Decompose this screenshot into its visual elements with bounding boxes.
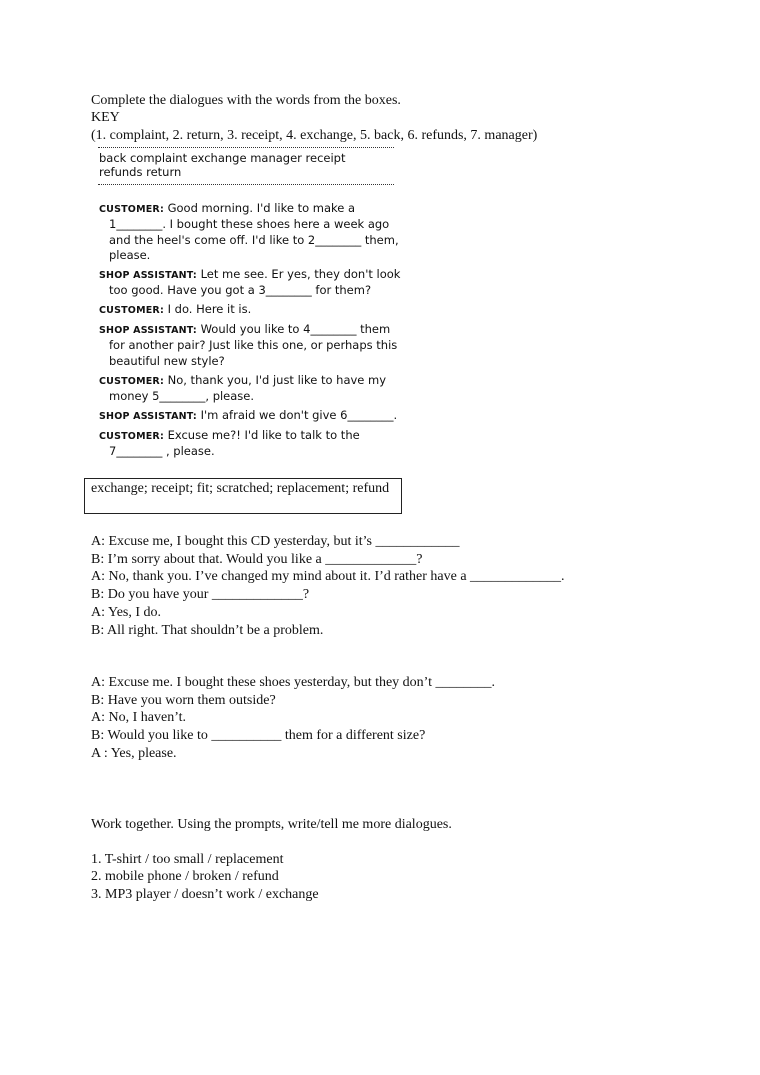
dialogue-line: too good. Have you got a 3________ for them?	[109, 283, 372, 297]
word-box-line-1: back complaint exchange manager receipt	[99, 151, 346, 165]
instruction-text: Complete the dialogues with the words from the boxes.	[91, 93, 401, 108]
dialogue-line: Excuse me?! I'd like to talk to the	[167, 428, 360, 442]
dialogue-turn	[99, 267, 400, 284]
dialogue-line: money 5________, please.	[109, 389, 255, 403]
dialogue-turn	[99, 201, 355, 218]
speaker-label: SHOP ASSISTANT:	[99, 325, 197, 336]
dialogue-2-line: A: Yes, I do.	[91, 605, 162, 620]
dialogue-line: for another pair? Just like this one, or perhaps this	[109, 338, 398, 352]
word-box-line-2: refunds return	[99, 165, 182, 179]
key-answers: (1. complaint, 2. return, 3. receipt, 4. exchange, 5. back, 6. refunds, 7. manager)	[91, 128, 538, 143]
dialogue-line: Good morning. I'd like to make a	[167, 201, 356, 215]
dialogue-2-line: A: Excuse me, I bought this CD yesterday, but it’s ____________	[91, 534, 460, 549]
key-label: KEY	[91, 110, 120, 125]
dialogue-line: Would you like to 4________ them	[200, 322, 391, 336]
dialogue-turn	[99, 408, 397, 425]
dialogue-line: Let me see. Er yes, they don't look	[200, 267, 401, 281]
dialogue-line: No, thank you, I'd just like to have my	[167, 373, 387, 387]
dialogue-line: 7________ , please.	[109, 444, 215, 458]
dialogue-2-line: A: No, thank you. I’ve changed my mind about it. I’d rather have a _____________.	[91, 569, 565, 584]
dialogue-2-line: B: Do you have your _____________?	[91, 587, 310, 602]
speaker-label: CUSTOMER:	[99, 204, 164, 215]
dialogue-turn	[99, 322, 390, 339]
speaker-label: SHOP ASSISTANT:	[99, 411, 197, 422]
prompt-item: 1. T-shirt / too small / replacement	[91, 852, 284, 867]
dialogue-line: beautiful new style?	[109, 354, 225, 368]
dialogue-line: I'm afraid we don't give 6________.	[200, 408, 398, 422]
prompt-item: 2. mobile phone / broken / refund	[91, 869, 279, 884]
speaker-label: CUSTOMER:	[99, 305, 164, 316]
dialogue-line: and the heel's come off. I'd like to 2________ them,	[109, 233, 399, 247]
dialogue-3-line: B: Have you worn them outside?	[91, 693, 276, 708]
dialogue-3-line: A: Excuse me. I bought these shoes yesterday, but they don’t ________.	[91, 675, 495, 690]
work-together-instruction: Work together. Using the prompts, write/tell me more dialogues.	[91, 817, 452, 832]
dialogue-line: please.	[109, 248, 151, 262]
word-box-2	[84, 478, 402, 514]
dialogue-turn	[99, 373, 386, 390]
dialogue-3-line: B: Would you like to __________ them for a different size?	[91, 728, 426, 743]
dialogue-2-line: B: I’m sorry about that. Would you like a _____________?	[91, 552, 423, 567]
speaker-label: CUSTOMER:	[99, 376, 164, 387]
word-box-top-border	[98, 147, 394, 148]
dialogue-turn	[99, 428, 360, 445]
word-box-2-text: exchange; receipt; fit; scratched; replacement; refund	[91, 481, 390, 496]
dialogue-3-line: A: No, I haven’t.	[91, 710, 186, 725]
dialogue-line: 1________. I bought these shoes here a week ago	[109, 217, 390, 231]
word-box-bottom-border	[98, 184, 394, 185]
speaker-label: CUSTOMER:	[99, 431, 164, 442]
dialogue-2-line: B: All right. That shouldn’t be a problem.	[91, 623, 324, 638]
dialogue-line: I do. Here it is.	[167, 302, 252, 316]
speaker-label: SHOP ASSISTANT:	[99, 270, 197, 281]
dialogue-turn	[99, 302, 251, 319]
prompt-item: 3. MP3 player / doesn’t work / exchange	[91, 887, 319, 902]
dialogue-3-line: A : Yes, please.	[91, 746, 177, 761]
